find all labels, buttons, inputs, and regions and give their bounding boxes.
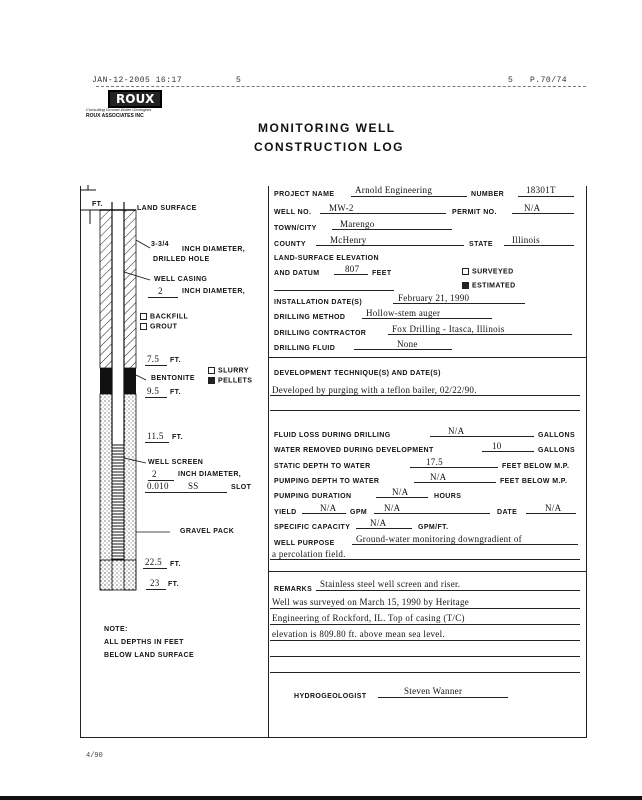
slurry-option: SLURRY	[208, 367, 249, 374]
remarks-line-2[interactable]: Well was surveyed on March 15, 1990 by Heritage	[272, 597, 470, 607]
permit-no-value[interactable]: N/A	[524, 203, 541, 213]
drilling-method-label: DRILLING METHOD	[274, 314, 346, 321]
casing-diameter-value: 2	[158, 286, 163, 296]
slot-label: SLOT	[231, 484, 252, 491]
installation-date-value[interactable]: February 21, 1990	[398, 293, 470, 303]
feet-label: FEET	[372, 270, 392, 277]
town-city-value[interactable]: Marengo	[340, 219, 375, 229]
state-label: STATE	[469, 241, 493, 248]
number-label: NUMBER	[471, 191, 505, 198]
remarks-line-1[interactable]: Stainless steel well screen and riser.	[320, 579, 461, 589]
well-no-label: WELL NO.	[274, 209, 312, 216]
depth-top-seal: 7.5	[147, 354, 160, 364]
depth-bottom-seal: 9.5	[147, 386, 160, 396]
elevation-value[interactable]: 807	[345, 264, 360, 274]
backfill-checkbox[interactable]	[140, 313, 147, 320]
slot-material: SS	[188, 481, 199, 491]
gallons-label: GALLONS	[538, 432, 576, 439]
well-purpose-label: WELL PURPOSE	[274, 540, 335, 547]
ft-unit: FT.	[168, 581, 179, 588]
depth-total: 23	[150, 578, 160, 588]
scan-edge	[0, 796, 642, 800]
bentonite-seal-left	[100, 368, 112, 394]
permit-no-label: PERMIT NO.	[452, 209, 497, 216]
pumping-duration-label: PUMPING DURATION	[274, 493, 352, 500]
well-casing-label: WELL CASING	[154, 276, 208, 283]
date-value[interactable]: N/A	[545, 503, 562, 513]
logo-company-name: ROUX ASSOCIATES INC	[86, 113, 144, 119]
well-purpose-value-1[interactable]: Ground-water monitoring downgradient of	[356, 534, 522, 544]
slot-size-value: 0.010	[147, 481, 169, 491]
well-no-value[interactable]: MW-2	[329, 203, 354, 213]
note-line-1: ALL DEPTHS IN FEET	[104, 639, 184, 646]
water-removed-value[interactable]: 10	[492, 441, 502, 451]
static-depth-label: STATIC DEPTH TO WATER	[274, 463, 371, 470]
development-technique-label: DEVELOPMENT TECHNIQUE(S) AND DATE(S)	[274, 370, 441, 377]
feet-below-mp-label: FEET BELOW M.P.	[502, 463, 570, 470]
fluid-loss-value[interactable]: N/A	[448, 426, 465, 436]
county-label: COUNTY	[274, 241, 306, 248]
backfill-option: BACKFILL	[140, 313, 188, 320]
water-removed-label: WATER REMOVED DURING DEVELOPMENT	[274, 447, 434, 454]
backfill-right	[124, 210, 136, 368]
installation-date-label: INSTALLATION DATE(S)	[274, 299, 363, 306]
ft-unit: FT.	[172, 434, 183, 441]
pumping-duration-value[interactable]: N/A	[392, 487, 409, 497]
ft-unit: FT.	[170, 357, 181, 364]
form-bottom-border	[80, 737, 587, 738]
drilled-hole-size: 3-3/4	[151, 241, 169, 248]
gpm-value[interactable]: N/A	[384, 503, 401, 513]
static-depth-value[interactable]: 17.5	[426, 457, 443, 467]
note-heading: NOTE:	[104, 626, 128, 633]
drilled-hole-label: DRILLED HOLE	[153, 256, 210, 263]
well-screen-graphic	[112, 445, 124, 560]
drilling-fluid-value[interactable]: None	[397, 339, 418, 349]
ft-unit: FT.	[170, 389, 181, 396]
county-value[interactable]: McHenry	[330, 235, 367, 245]
land-surface-elevation-label: LAND-SURFACE ELEVATION	[274, 255, 379, 262]
yield-label: YIELD	[274, 509, 297, 516]
gpm-label: GPM	[350, 509, 368, 516]
logo-tagline: Consulting Ground-Water Geologists	[86, 107, 152, 112]
gpm-per-ft-label: GPM/FT.	[418, 524, 449, 531]
fax-left-number: 5	[236, 76, 242, 85]
pumping-depth-value[interactable]: N/A	[430, 472, 447, 482]
footer-stamp: 4/90	[86, 752, 103, 760]
casing-diameter-label: INCH DIAMETER,	[182, 288, 246, 295]
specific-capacity-label: SPECIFIC CAPACITY	[274, 524, 351, 531]
bentonite-seal-right	[124, 368, 136, 394]
datum-label: AND DATUM	[274, 270, 320, 277]
estimated-checkbox[interactable]	[462, 282, 469, 289]
form-right-border	[586, 186, 587, 738]
well-purpose-value-2[interactable]: a percolation field.	[272, 549, 346, 559]
development-technique-value[interactable]: Developed by purging with a teflon bailer, 02/22/90.	[272, 385, 477, 395]
bentonite-label: BENTONITE	[151, 375, 195, 382]
drilling-method-value[interactable]: Hollow-stem auger	[366, 308, 441, 318]
surveyed-option: SURVEYED	[462, 268, 514, 275]
fax-header-rule	[96, 86, 586, 87]
well-screen-label: WELL SCREEN	[148, 459, 204, 466]
section-divider	[268, 357, 586, 358]
town-city-label: TOWN/CITY	[274, 225, 317, 232]
project-name-label: PROJECT NAME	[274, 191, 335, 198]
yield-value[interactable]: N/A	[320, 503, 337, 513]
fax-right-number: 5	[508, 76, 514, 85]
section-divider	[268, 571, 586, 572]
specific-capacity-value[interactable]: N/A	[370, 518, 387, 528]
fluid-loss-label: FLUID LOSS DURING DRILLING	[274, 432, 391, 439]
slurry-checkbox[interactable]	[208, 367, 215, 374]
note-line-2: BELOW LAND SURFACE	[104, 652, 195, 659]
pellets-checkbox[interactable]	[208, 377, 215, 384]
roux-logo: ROUX	[108, 90, 162, 108]
fax-date-time: JAN-12-2005 16:17	[92, 76, 183, 85]
gallons-label: GALLONS	[538, 447, 576, 454]
backfill-left	[100, 210, 112, 368]
ft-unit: FT.	[170, 561, 181, 568]
number-value[interactable]: 18301T	[526, 185, 556, 195]
grout-checkbox[interactable]	[140, 323, 147, 330]
screen-diameter-label: INCH DIAMETER,	[178, 471, 242, 478]
gravel-pack-bottom	[100, 560, 136, 590]
fax-page-number: P.70/74	[530, 76, 568, 85]
date-label: DATE	[497, 509, 518, 516]
state-value[interactable]: Illinois	[512, 235, 540, 245]
drilling-fluid-label: DRILLING FLUID	[274, 345, 336, 352]
pumping-depth-label: PUMPING DEPTH TO WATER	[274, 478, 380, 485]
hydrogeologist-name[interactable]: Steven Wanner	[404, 686, 463, 696]
surveyed-checkbox[interactable]	[462, 268, 469, 275]
feet-below-mp-label: FEET BELOW M.P.	[500, 478, 568, 485]
grout-option: GROUT	[140, 323, 177, 330]
remarks-line-3[interactable]: Engineering of Rockford, IL. Top of casing (T/C)	[272, 613, 465, 623]
hours-label: HOURS	[434, 493, 462, 500]
estimated-option: ESTIMATED	[462, 282, 516, 289]
form-title-line-2: CONSTRUCTION LOG	[254, 140, 404, 154]
project-name-value[interactable]: Arnold Engineering	[355, 185, 433, 195]
land-surface-label: LAND SURFACE	[137, 205, 197, 212]
depth-top-screen: 11.5	[147, 431, 164, 441]
form-title-line-1: MONITORING WELL	[258, 121, 396, 135]
diagram-ft-label: FT.	[92, 201, 103, 208]
depth-bottom-gravel: 22.5	[145, 557, 162, 567]
drilled-hole-diameter-label: INCH DIAMETER,	[182, 246, 246, 253]
hydrogeologist-label: HYDROGEOLOGIST	[294, 693, 367, 700]
drilling-contractor-value[interactable]: Fox Drilling - Itasca, Illinois	[392, 324, 505, 334]
remarks-line-4[interactable]: elevation is 809.80 ft. above mean sea level.	[272, 629, 445, 639]
remarks-label: REMARKS	[274, 586, 313, 593]
drilling-contractor-label: DRILLING CONTRACTOR	[274, 330, 367, 337]
screen-diameter-value: 2	[152, 469, 157, 479]
gravel-pack-label: GRAVEL PACK	[180, 528, 235, 535]
pellets-option: PELLETS	[208, 377, 252, 384]
